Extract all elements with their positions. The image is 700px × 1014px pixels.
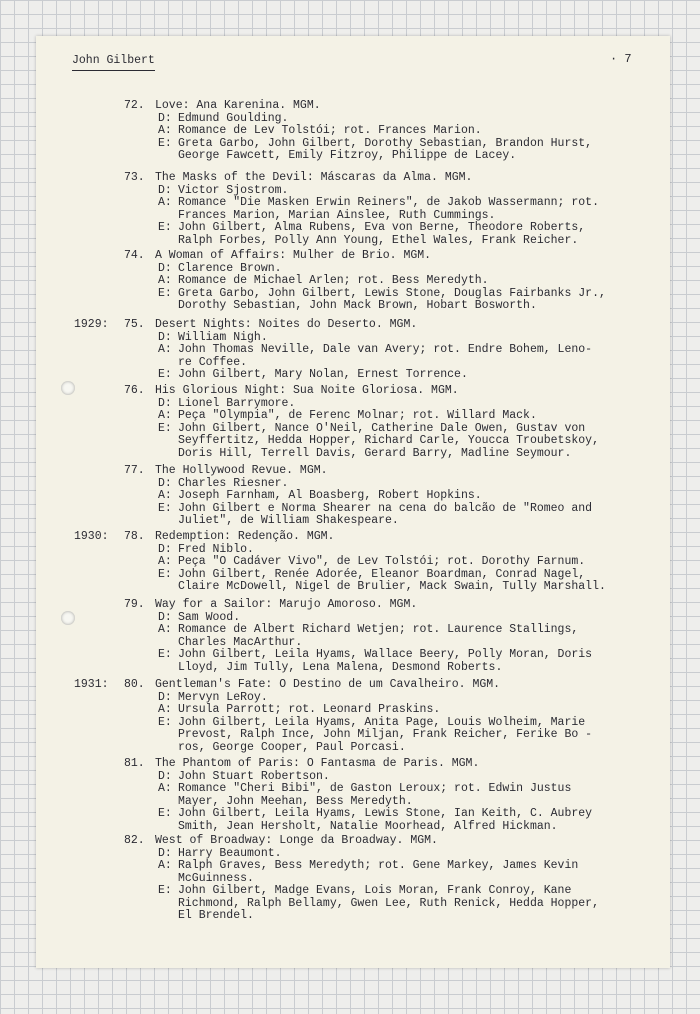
entry-title: Gentleman's Fate: O Destino de um Cavalheiro. MGM.	[155, 678, 501, 691]
field-label: D:	[158, 183, 172, 197]
entry-title: A Woman of Affairs: Mulher de Brio. MGM.	[155, 249, 432, 262]
field-label: D:	[158, 769, 172, 783]
field-value: Romance "Cheri Bibi", de Gaston Leroux; rot. Edwin Justus Mayer, John Meehan, Bess Meredyth.	[178, 782, 572, 808]
entry-title: West of Broadway: Longe da Broadway. MGM.	[155, 834, 438, 847]
field-label: D:	[158, 846, 172, 860]
entry-title: The Hollywood Revue. MGM.	[155, 464, 328, 477]
field-value: John Stuart Robertson.	[178, 769, 330, 783]
field-label: E:	[158, 567, 172, 581]
field-value: John Gilbert, Leila Hyams, Anita Page, Louis Wolheim, Marie Prevost, Ralph Ince, John Miljan, Frank Reicher, Ferike Bo - ros, George Cooper, Paul Porcasi.	[178, 715, 593, 754]
field-value: Sam Wood.	[178, 610, 241, 624]
field-label: A:	[158, 782, 172, 795]
entry-title: The Phantom of Paris: O Fantasma de Paris. MGM.	[155, 757, 480, 770]
field-label: A:	[158, 859, 172, 872]
typed-page	[36, 36, 670, 968]
field-value: John Gilbert, Nance O'Neil, Catherine Dale Owen, Gustav von Seyffertitz, Hedda Hopper, Richard Carle, Youcca Troubetskoy, Doris Hill, Terrell Davis, Gerard Barry, Madline Seymour.	[178, 421, 599, 460]
entry-number: 79.	[124, 598, 145, 611]
entry-number: 78.	[124, 530, 145, 543]
entry-title: Way for a Sailor: Marujo Amoroso. MGM.	[155, 598, 418, 611]
field-value: John Thomas Neville, Dale van Avery; rot. Endre Bohem, Leno- re Coffee.	[178, 343, 593, 369]
field-label: D:	[158, 542, 172, 556]
field-label: D:	[158, 396, 172, 410]
field-value: Joseph Farnham, Al Boasberg, Robert Hopkins.	[178, 489, 482, 502]
entry-number: 82.	[124, 834, 145, 847]
entry-number: 74.	[124, 249, 145, 262]
field-label: E:	[158, 221, 172, 234]
field-value: Romance de Michael Arlen; rot. Bess Meredyth.	[178, 274, 489, 287]
field-value: Victor Sjostrom.	[178, 183, 289, 197]
field-value: John Gilbert e Norma Shearer na cena do balcão de "Romeo and Juliet", de William Shakespeare.	[178, 501, 593, 527]
field-value: John Gilbert, Leila Hyams, Wallace Beery, Polly Moran, Doris Lloyd, Jim Tully, Lena Malena, Desmond Roberts.	[178, 648, 593, 674]
field-value: Peça "O Cadáver Vivo", de Lev Tolstói; rot. Dorothy Farnum.	[178, 555, 586, 568]
punch-hole	[61, 381, 75, 395]
field-label: E:	[158, 286, 172, 300]
field-label: A:	[158, 409, 172, 422]
field-value: John Gilbert, Madge Evans, Lois Moran, Frank Conroy, Kane Richmond, Ralph Bellamy, Gwen Lee, Ruth Renick, Hedda Hopper, El Brendel.	[178, 884, 599, 922]
entry-number: 75.	[124, 318, 145, 331]
field-value: Romance de Lev Tolstói; rot. Frances Marion.	[178, 124, 482, 137]
field-label: D:	[158, 261, 172, 275]
field-label: A:	[158, 124, 172, 137]
field-value: John Gilbert, Renée Adorée, Eleanor Boardman, Conrad Nagel, Claire McDowell, Nigel de Brulier, Mack Swain, Tully Marshall.	[178, 567, 606, 593]
field-value: Greta Garbo, John Gilbert, Lewis Stone, Douglas Fairbanks Jr., Dorothy Sebastian, John Mack Brown, Hobart Bosworth.	[178, 286, 606, 312]
entry-title: Redemption: Redenção. MGM.	[155, 530, 335, 543]
field-label: D:	[158, 610, 172, 624]
field-label: A:	[158, 555, 172, 568]
field-label: D:	[158, 111, 172, 125]
field-label: D:	[158, 690, 172, 704]
field-value: John Gilbert, Mary Nolan, Ernest Torrence.	[178, 368, 468, 381]
punch-hole	[61, 611, 75, 625]
entry-title: The Masks of the Devil: Máscaras da Alma. MGM.	[155, 171, 473, 184]
field-value: Romance de Albert Richard Wetjen; rot. Laurence Stallings, Charles MacArthur.	[178, 623, 579, 649]
field-label: A:	[158, 489, 172, 502]
field-value: John Gilbert, Leila Hyams, Lewis Stone, Ian Keith, C. Aubrey Smith, Jean Hersholt, Natalie Moorhead, Alfred Hickman.	[178, 807, 593, 833]
entry-number: 72.	[124, 99, 145, 112]
field-value: Romance "Die Masken Erwin Reiners", de Jakob Wassermann; rot. Frances Marion, Marian Ainslee, Ruth Cummings.	[178, 196, 599, 222]
entry-number: 76.	[124, 384, 145, 397]
field-value: Ralph Graves, Bess Meredyth; rot. Gene Markey, James Kevin McGuinness.	[178, 859, 579, 885]
field-value: Lionel Barrymore.	[178, 396, 296, 410]
field-value: Ursula Parrott; rot. Leonard Praskins.	[178, 703, 441, 716]
field-label: E:	[158, 501, 172, 515]
field-label: A:	[158, 703, 172, 716]
entry-title: Desert Nights: Noites do Deserto. MGM.	[155, 318, 418, 331]
field-label: E:	[158, 648, 172, 661]
field-label: D:	[158, 330, 172, 344]
field-label: A:	[158, 623, 172, 636]
entry-number: 81.	[124, 757, 145, 770]
field-label: E:	[158, 807, 172, 820]
field-label: E:	[158, 884, 172, 897]
entry-number: 80.	[124, 678, 145, 691]
field-value: Mervyn LeRoy.	[178, 690, 268, 704]
page-number: · 7	[610, 52, 632, 66]
header-name: John Gilbert	[72, 54, 155, 71]
entry-title: His Glorious Night: Sua Noite Gloriosa. MGM.	[155, 384, 459, 397]
field-label: E:	[158, 715, 172, 729]
field-value: Peça "Olympia", de Ferenc Molnar; rot. Willard Mack.	[178, 409, 537, 422]
field-label: E:	[158, 136, 172, 150]
field-value: Charles Riesner.	[178, 476, 289, 490]
field-label: A:	[158, 274, 172, 287]
field-label: E:	[158, 421, 172, 435]
field-label: A:	[158, 196, 172, 209]
field-value: Greta Garbo, John Gilbert, Dorothy Sebastian, Brandon Hurst, George Fawcett, Emily Fitzroy, Philippe de Lacey.	[178, 136, 593, 162]
field-label: D:	[158, 476, 172, 490]
entry-year: 1929:	[74, 318, 109, 331]
field-label: A:	[158, 343, 172, 356]
entry-year: 1931:	[74, 678, 109, 691]
entry-number: 73.	[124, 171, 145, 184]
field-value: Fred Niblo.	[178, 542, 254, 556]
field-label: E:	[158, 368, 172, 381]
field-value: William Nigh.	[178, 330, 268, 344]
entry-year: 1930:	[74, 530, 109, 543]
field-value: Clarence Brown.	[178, 261, 282, 275]
field-value: John Gilbert, Alma Rubens, Eva von Berne, Theodore Roberts, Ralph Forbes, Polly Ann Young, Ethel Wales, Frank Reicher.	[178, 221, 586, 247]
field-value: Edmund Goulding.	[178, 111, 289, 125]
entry-number: 77.	[124, 464, 145, 477]
field-value: Harry Beaumont.	[178, 846, 282, 860]
entry-title: Love: Ana Karenina. MGM.	[155, 99, 321, 112]
